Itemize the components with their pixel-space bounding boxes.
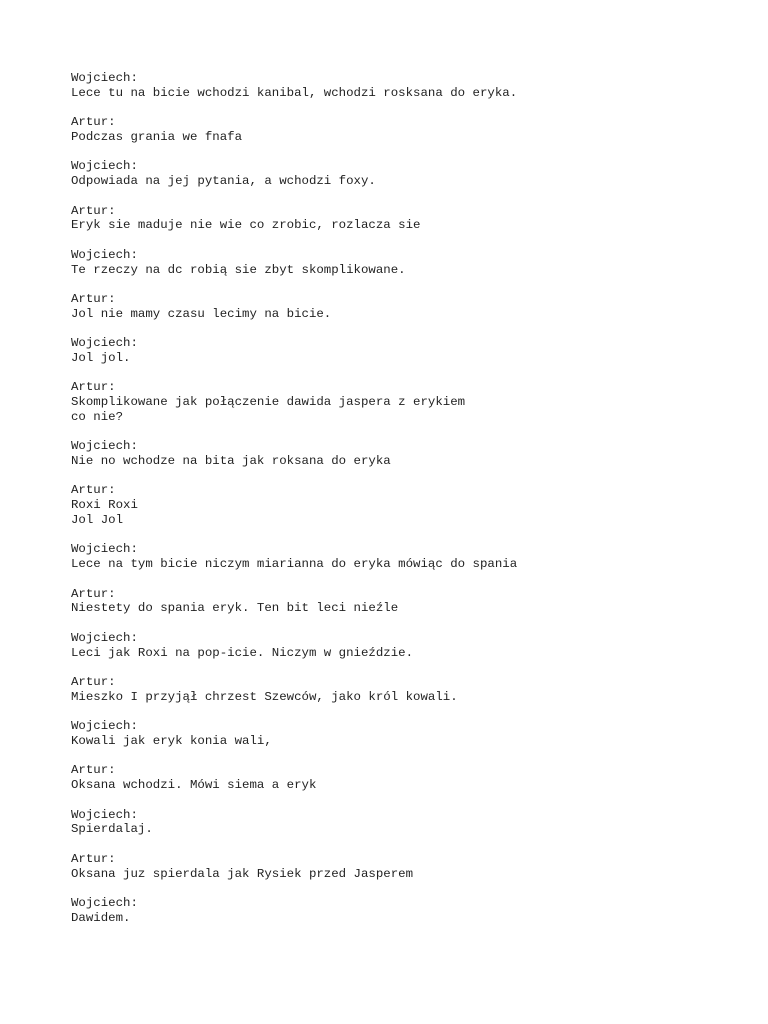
dialogue-entry	[71, 159, 731, 189]
speaker-name: Artur:	[71, 380, 116, 395]
dialogue-line: Spierdalaj.	[71, 822, 153, 837]
dialogue-entry	[71, 204, 731, 234]
dialogue-entry	[71, 542, 731, 572]
speaker-name: Artur:	[71, 203, 116, 218]
speaker-name: Artur:	[71, 763, 116, 778]
dialogue-entry	[71, 631, 731, 661]
speaker-name: Artur:	[71, 586, 116, 601]
dialogue-entry	[71, 336, 731, 366]
dialogue-entry	[71, 675, 731, 705]
dialogue-entry	[71, 248, 731, 278]
dialogue-line: Roxi Roxi	[71, 498, 138, 513]
dialogue-line: Oksana wchodzi. Mówi siema a eryk	[71, 778, 317, 793]
dialogue-entry	[71, 719, 731, 749]
document-page	[71, 71, 731, 940]
dialogue-line: Jol Jol	[71, 513, 124, 528]
dialogue-line: Podczas grania we fnafa	[71, 129, 243, 144]
dialogue-line: Lece tu na bicie wchodzi kanibal, wchodzi rosksana do eryka.	[71, 85, 518, 100]
dialogue-line: Oksana juz spierdala jak Rysiek przed Jasperem	[71, 866, 414, 881]
dialogue-entry	[71, 896, 731, 926]
dialogue-line: Jol jol.	[71, 350, 131, 365]
dialogue-line: Dawidem.	[71, 910, 131, 925]
speaker-name: Wojciech:	[71, 719, 138, 734]
speaker-name: Artur:	[71, 115, 116, 130]
dialogue-line: Odpowiada na jej pytania, a wchodzi foxy.	[71, 174, 376, 189]
speaker-name: Wojciech:	[71, 71, 138, 85]
speaker-name: Wojciech:	[71, 336, 138, 351]
dialogue-line: Kowali jak eryk konia wali,	[71, 734, 272, 749]
speaker-name: Artur:	[71, 675, 116, 690]
dialogue-line: Leci jak Roxi na pop-icie. Niczym w gnieździe.	[71, 645, 414, 660]
dialogue-entry	[71, 483, 731, 527]
dialogue-line: Niestety do spania eryk. Ten bit leci nieźle	[71, 601, 399, 616]
dialogue-line: co nie?	[71, 409, 124, 424]
speaker-name: Wojciech:	[71, 542, 138, 557]
dialogue-entry	[71, 380, 731, 424]
dialogue-line: Te rzeczy na dc robią sie zbyt skomplikowane.	[71, 262, 406, 277]
speaker-name: Artur:	[71, 291, 116, 306]
dialogue-line: Eryk sie maduje nie wie co zrobic, rozlacza sie	[71, 218, 421, 233]
dialogue-line: Nie no wchodze na bita jak roksana do eryka	[71, 454, 391, 469]
dialogue-entry	[71, 71, 731, 101]
dialogue-entry	[71, 808, 731, 838]
speaker-name: Wojciech:	[71, 807, 138, 822]
speaker-name: Artur:	[71, 851, 116, 866]
dialogue-entry	[71, 439, 731, 469]
dialogue-entry	[71, 763, 731, 793]
speaker-name: Wojciech:	[71, 159, 138, 174]
speaker-name: Wojciech:	[71, 895, 138, 910]
dialogue-line: Mieszko I przyjął chrzest Szewców, jako król kowali.	[71, 689, 458, 704]
speaker-name: Wojciech:	[71, 247, 138, 262]
dialogue-line: Lece na tym bicie niczym miarianna do eryka mówiąc do spania	[71, 557, 518, 572]
dialogue-entry	[71, 292, 731, 322]
dialogue-entry	[71, 587, 731, 617]
speaker-name: Artur:	[71, 483, 116, 498]
dialogue-entry	[71, 115, 731, 145]
dialogue-line: Jol nie mamy czasu lecimy na bicie.	[71, 306, 332, 321]
dialogue-line: Skomplikowane jak połączenie dawida jaspera z erykiem	[71, 395, 466, 410]
speaker-name: Wojciech:	[71, 630, 138, 645]
speaker-name: Wojciech:	[71, 439, 138, 454]
dialogue-entry	[71, 852, 731, 882]
